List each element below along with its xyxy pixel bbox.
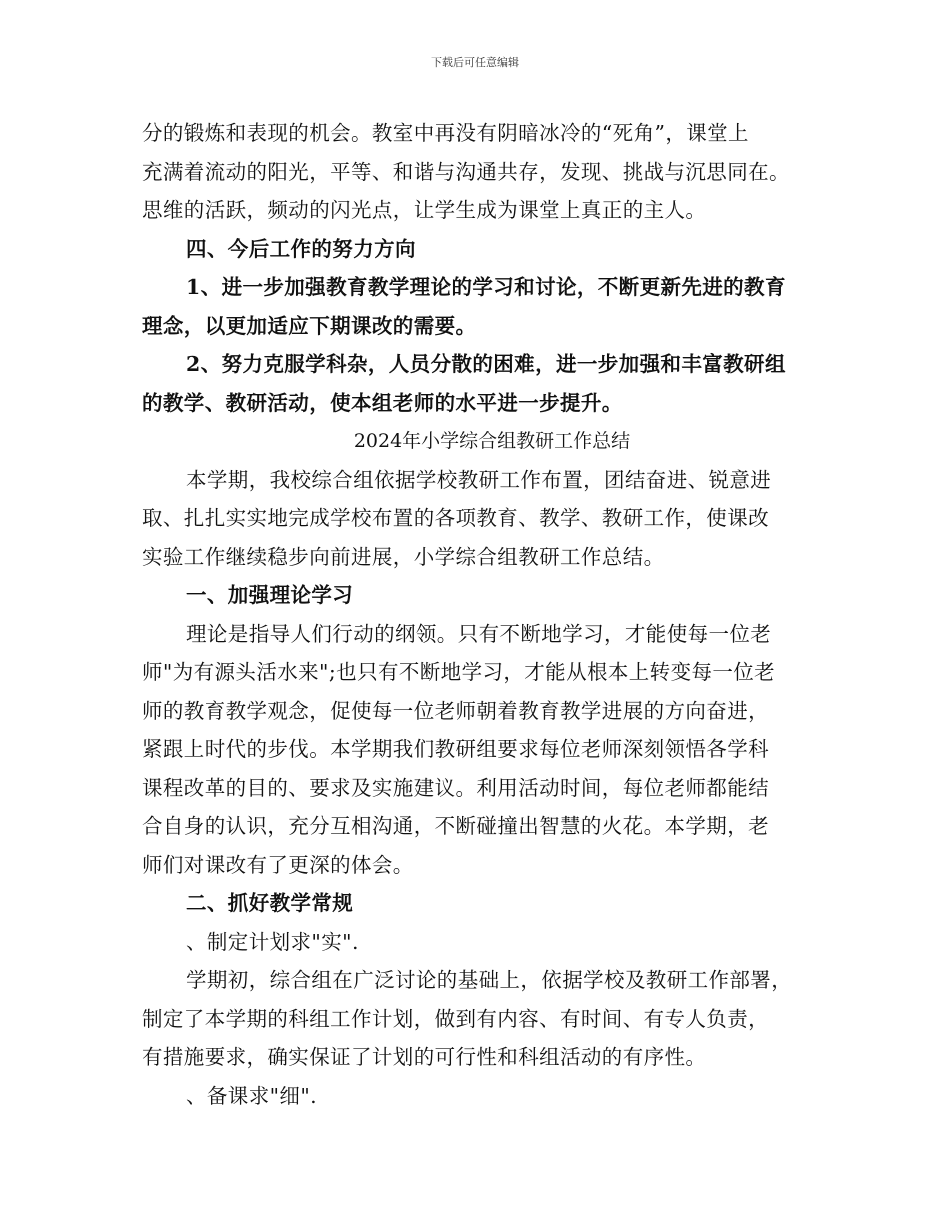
document-body [142,114,842,1115]
paragraph-line: 师们对课改有了更深的体会。 [142,852,414,877]
paragraph-line: 课程改革的目的、要求及实施建议。利用活动时间，每位老师都能结 [142,775,769,800]
paragraph-line: 理论是指导人们行动的纲领。只有不断地学习，才能使每一位老 [186,621,772,646]
section-heading: 二、抓好教学常规 [186,891,354,915]
paragraph-line: 分的锻炼和表现的机会。教室中再没有阴暗冰冷的“死角”，课堂上 [142,121,749,145]
subheading-line: 、制定计划求"实". [186,929,359,954]
paragraph-line: 师"为有源头活水来";也只有不断地学习，才能从根本上转变每一位老 [142,660,776,684]
page-header: 下载后可任意编辑 [431,56,519,69]
paragraph-line: 学期初，综合组在广泛讨论的基础上，依据学校及教研工作部署， [186,968,793,992]
subheading-line: 、备课求"细". [186,1083,318,1108]
section-heading: 一、加强理论学习 [186,583,354,607]
section-heading: 四、今后工作的努力方向 [186,236,416,261]
document-title: 2024年小学综合组教研工作总结 [353,430,631,452]
paragraph-line: 制定了本学期的科组工作计划，做到有内容、有时间、有专人负责， [142,1006,769,1031]
paragraph-line: 取、扎扎实实地完成学校布置的各项教育、教学、教研工作，使课改 [142,506,769,530]
bold-paragraph-line: 1、进一步加强教育教学理论的学习和讨论，不断更新先进的教育 [186,275,786,299]
paragraph-line: 师的教育教学观念，促使每一位老师朝着教育教学进展的方向奋进， [142,698,769,723]
paragraph-line: 本学期，我校综合组依据学校教研工作布置，团结奋进、锐意进 [186,467,772,492]
bold-paragraph-line: 2、努力克服学科杂，人员分散的困难，进一步加强和丰富教研组 [186,352,786,376]
paragraph-line: 充满着流动的阳光，平等、和谐与沟通共存，发现、挑战与沉思同在。 [142,159,790,184]
bold-paragraph-line: 理念，以更加适应下期课改的需要。 [142,313,477,338]
paragraph-line: 思维的活跃，频动的闪光点，让学生成为课堂上真正的主人。 [142,198,707,222]
paragraph-line: 有措施要求，确实保证了计划的可行性和科组活动的有序性。 [142,1045,707,1069]
paragraph-line: 紧跟上时代的步伐。本学期我们教研组要求每位老师深刻领悟各学科 [142,737,769,761]
paragraph-line: 实验工作继续稳步向前进展，小学综合组教研工作总结。 [142,544,665,569]
paragraph-line: 合自身的认识，充分互相沟通，不断碰撞出智慧的火花。本学期，老 [142,814,769,838]
bold-paragraph-line: 的教学、教研活动，使本组老师的水平进一步提升。 [142,390,623,415]
